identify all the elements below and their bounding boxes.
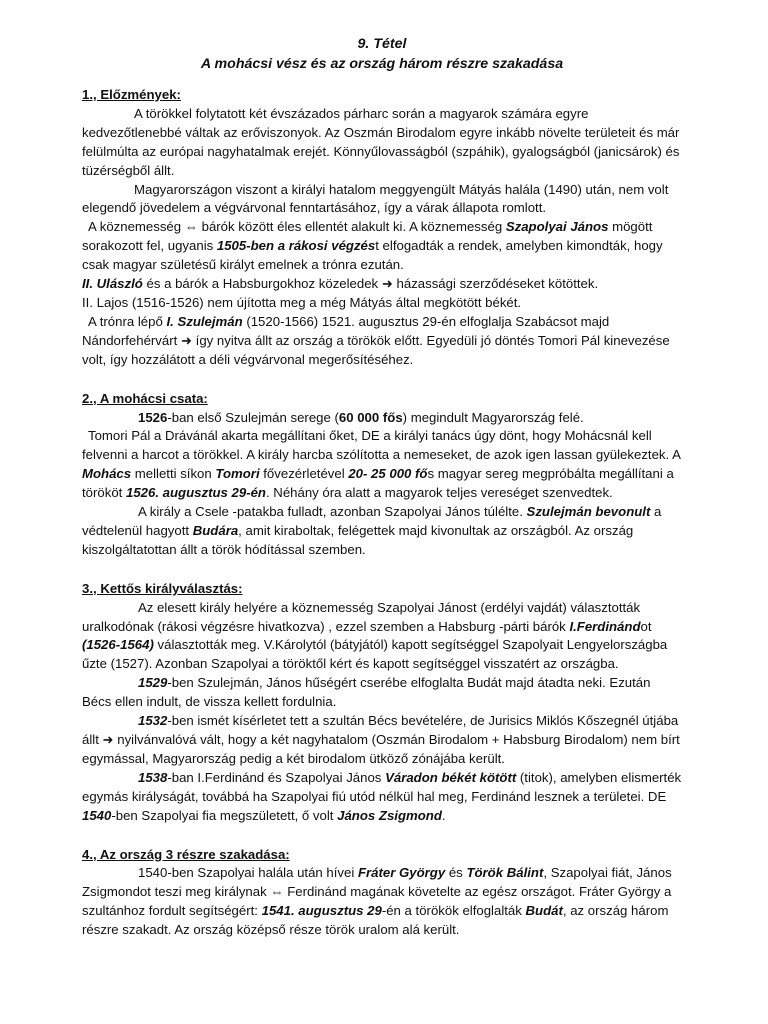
- emphasis-text: 20- 25 000 fő: [348, 466, 428, 482]
- paragraph: [82, 275, 682, 294]
- emphasis-text: Mohács: [82, 466, 132, 482]
- emphasis-text: Szapolyai János: [505, 219, 609, 235]
- emphasis-text: Fráter György: [357, 865, 446, 881]
- emphasis-text: 1505-ben a rákosi végzés: [216, 238, 376, 254]
- emphasis-text: 1526. augusztus 29-én: [125, 485, 266, 501]
- paragraph: [82, 769, 682, 826]
- emphasis-text: 1529: [138, 675, 168, 691]
- text-run: (1520-1566) 1521. augusztus 29-én elfoglalja Szabácsot majd Nándorfehérvárt ➜ így nyitva állt az ország a törökök előtt. Egyedüli jó döntés Tomori Pál kinevezése volt, így hozzálátott a déli végvárvonal megerősítéséhez.: [82, 313, 670, 367]
- document-body: [82, 86, 682, 940]
- emphasis-text: 1538: [138, 769, 168, 785]
- text-run: a védtelenül hagyott: [82, 504, 662, 538]
- paragraph: [82, 674, 682, 712]
- text-run: s magyar sereg megpróbálta megállítani a törököt: [82, 466, 674, 501]
- text-run: , az ország három részre szakadt. Az ország középső része török uralom alá került.: [82, 903, 669, 938]
- text-run: A törökkel folytatott két évszázados párharc során a magyarok számára egyre kedvezőtlenebbé váltak az erőviszonyok. Az Oszmán Birodalom egyre inkább növelte területeit és már felülmúlta az európai nagyhatalmak erejét. Könnyűlovasságból (szpáhik), gyalogságból (janicsárok) és tüzérségből állt.: [82, 105, 680, 178]
- paragraph: [82, 218, 682, 275]
- emphasis-text: János Zsigmond: [337, 807, 442, 823]
- paragraph: [82, 599, 682, 675]
- document-title: A mohácsi vész és az ország három részre szakadása: [200, 56, 564, 72]
- emphasis-text: Török Bálint: [466, 865, 544, 881]
- text-run: II. Lajos (1516-1526) nem újította meg a még Mátyás által megkötött békét.: [82, 294, 522, 310]
- emphasis-text: 60 000 fős: [338, 409, 403, 425]
- text-run: -ben Szapolyai fia megszületett, ő volt: [111, 807, 338, 823]
- paragraph: [82, 294, 682, 313]
- text-run: .: [441, 807, 446, 823]
- text-run: -ben ismét kísérletet tett a szultán Bécs bevételére, de Jurisics Miklós Kőszegnél útjába állt ➜ nyilvánvalóvá vált, hogy a két nagyhatalom (Oszmán Birodalom + Habsburg Birodalom) nem bírt egymással, Magyarország pedig a két birodalom ütköző zónájába került.: [82, 713, 680, 766]
- document-page: [82, 34, 682, 940]
- text-run: , amit kiraboltak, felégettek majd kivonultak az országból. Az ország kiszolgáltatottan állt a török hódítással szemben.: [82, 522, 634, 557]
- paragraph: [82, 181, 682, 219]
- section-heading: 4., Az ország 3 részre szakadása:: [82, 846, 290, 862]
- text-run: és a bárók a Habsburgokhoz közeledek ➜ házassági szerződéseket kötöttek.: [142, 276, 599, 292]
- emphasis-text: I.Ferdinánd: [569, 618, 641, 634]
- text-run: -én a törökök elfoglalták: [381, 903, 526, 919]
- text-run: A köznemesség ⇔ bárók között éles ellentét alakult ki. A köznemesség: [88, 219, 506, 235]
- text-run: Az elesett király helyére a köznemesség Szapolyai Jánost (erdélyi vajdát) választották uralkodónak (rákosi végzésre hivatkozva) , ezzel szemben a Habsburg -párti bárók: [82, 599, 641, 634]
- paragraph: [82, 409, 682, 428]
- text-run: . Néhány óra alatt a magyarok teljes vereséget szenvedtek.: [265, 485, 613, 501]
- text-run: és: [445, 865, 467, 881]
- paragraph: [82, 712, 682, 769]
- section-heading: 3., Kettős királyválasztás:: [82, 580, 243, 596]
- emphasis-text: Váradon békét kötött: [385, 769, 517, 785]
- emphasis-text: Budát: [525, 903, 563, 919]
- text-run: mögött sorakozott fel, ugyanis: [82, 219, 653, 254]
- emphasis-text: (1526-1564): [82, 637, 154, 653]
- text-run: ot: [640, 618, 652, 634]
- emphasis-text: Tomori: [215, 466, 260, 482]
- paragraph: [82, 864, 682, 940]
- text-run: A király a Csele -patakba fulladt, azonban Szapolyai János túlélte.: [138, 504, 527, 520]
- emphasis-text: I. Szulejmán: [166, 313, 243, 329]
- emphasis-text: 1541. augusztus 29: [261, 903, 382, 919]
- paragraph: [82, 503, 682, 560]
- section-heading: 1., Előzmények:: [82, 87, 181, 102]
- paragraph: [82, 313, 682, 370]
- emphasis-text: Budára: [192, 522, 239, 538]
- emphasis-text: 1532: [138, 713, 168, 729]
- emphasis-text: 1526: [138, 409, 168, 425]
- text-run: melletti síkon: [131, 466, 216, 482]
- paragraph: [82, 105, 682, 181]
- document-number: 9. Tétel: [357, 36, 407, 52]
- emphasis-text: Szulejmán bevonult: [526, 504, 651, 520]
- text-run: -ban I.Ferdinánd és Szapolyai János: [167, 769, 386, 785]
- text-run: -ban első Szulejmán serege (: [167, 409, 339, 425]
- text-run: választották meg. V.Károlytól (bátyjától) kapott segítséggel Szapolyait Lengyelországba űzte (1527). Azonban Szapolyai a töröktől kért és kapott segítséggel visszatért az országba.: [82, 637, 668, 672]
- section-heading: 2., A mohácsi csata:: [82, 390, 208, 406]
- paragraph: [82, 427, 682, 503]
- emphasis-text: 1540: [82, 807, 112, 823]
- text-run: t elfogadták a rendek, amelyben kimondták, hogy csak magyar születésű királyt emelnek a trónra ezután.: [82, 238, 663, 273]
- text-run: A trónra lépő: [88, 313, 167, 329]
- text-run: 1540-ben Szapolyai halála után hívei: [138, 865, 358, 881]
- text-run: fővezérletével: [259, 466, 349, 482]
- text-run: Magyarországon viszont a királyi hatalom meggyengült Mátyás halála (1490) után, nem volt elegendő jövedelem a végvárvonal fenntartásához, így a várak állapota romlott.: [82, 181, 669, 216]
- emphasis-text: II. Ulászló: [82, 276, 143, 292]
- text-run: -ben Szulejmán, János hűségért cserébe elfoglalta Budát majd átadta neki. Ezután Bécs ellen indult, de vissza kellett fordulnia.: [82, 675, 651, 710]
- text-run: Tomori Pál a Drávánál akarta megállítani őket, DE a királyi tanács úgy dönt, hogy Mohácsnál kell felvenni a harcot a törökkel. A király harcba szólította a nemeseket, de azok igen lassan gyülekeztek. A: [82, 428, 681, 463]
- text-run: (titok), amelyben elismerték egymás királyságát, továbbá ha Szapolyai fiú utód nélkül hal meg, Ferdinánd lesznek a területei. DE: [82, 769, 682, 804]
- text-run: ) megindult Magyarország felé.: [402, 409, 584, 425]
- text-run: , Szapolyai fiát, János Zsigmondot teszi meg királynak ⇔ Ferdinánd magának követelte az egész országot. Fráter György a szultánhoz fordult segítségért:: [82, 865, 672, 919]
